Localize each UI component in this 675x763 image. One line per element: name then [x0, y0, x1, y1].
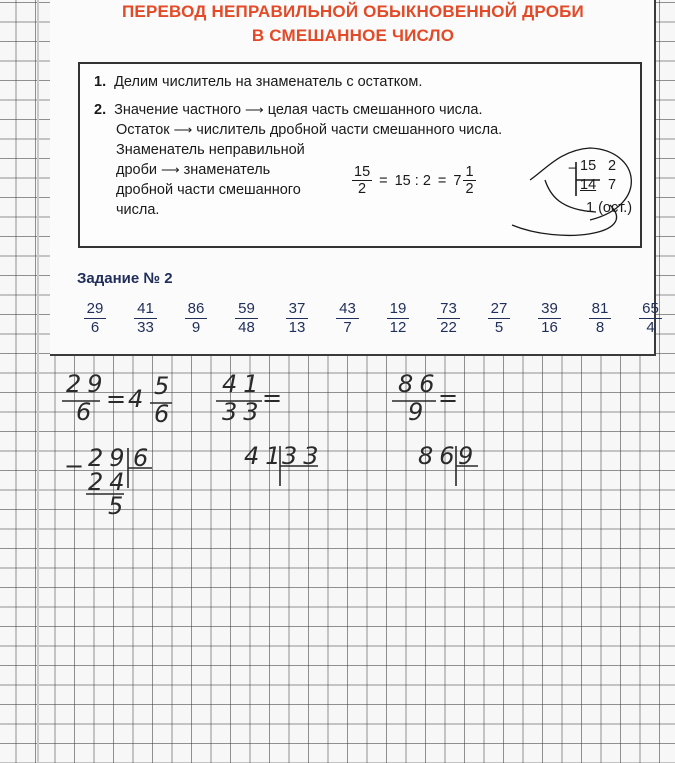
task-fraction-denominator: 8	[595, 319, 605, 336]
task-fraction-numerator: 27	[488, 300, 511, 319]
hw-b-denominator: 33	[222, 398, 265, 426]
arrow-icon: ⟶	[173, 122, 193, 137]
step-2-line6: числа.	[116, 202, 160, 218]
task-fraction-numerator: 81	[589, 300, 612, 319]
arrow-icon: ⟶	[245, 102, 264, 117]
step-2-line5: дробной части смешанного	[116, 182, 301, 198]
hw-div3-bracket	[456, 446, 478, 486]
denominator-arrow-icon	[512, 205, 617, 235]
hw-a-whole: 4	[128, 385, 150, 413]
task-fraction-denominator: 22	[440, 319, 457, 336]
step-2-line2: Остаток ⟶ числитель дробной части смешанного числа.	[116, 122, 503, 138]
arrow-icon: ⟶	[161, 162, 180, 177]
task-fraction-denominator: 4	[646, 319, 655, 336]
hw-div1-dividend: 29	[88, 444, 131, 472]
task-fraction-numerator: 41	[134, 300, 157, 319]
task-fraction-numerator: 73	[437, 300, 460, 319]
task-fraction-numerator: 65	[639, 300, 662, 319]
task-fraction-denominator: 16	[541, 319, 558, 336]
division-bracket	[576, 162, 600, 196]
task-fraction-denominator: 5	[494, 319, 504, 336]
hw-div1-bracket	[128, 448, 152, 488]
hw-a-frac-den: 6	[154, 400, 176, 428]
task-fraction-denominator: 6	[90, 319, 100, 336]
task-fraction-denominator: 9	[191, 319, 201, 336]
hw-div2-dividend: 41	[244, 442, 287, 470]
rule-title-line2: В СМЕШАННОЕ ЧИСЛО	[251, 26, 455, 45]
division-quotient: 7	[608, 177, 617, 193]
example-result-fraction: $\frac{1}{2}$	[465, 164, 474, 197]
hw-c-numerator: 86	[398, 370, 441, 398]
task-fraction-denominator: 48	[238, 319, 255, 336]
task-fraction-denominator: 12	[389, 319, 407, 336]
hw-a-frac-num: 5	[154, 372, 176, 400]
example-fraction: $\frac{15}{2}$	[354, 164, 371, 197]
hw-b-numerator: 41	[222, 370, 265, 398]
task-fraction-denominator: 13	[288, 319, 306, 336]
step-2-line4: дроби ⟶ знаменатель	[116, 162, 271, 178]
hw-a-equals: =	[106, 385, 133, 413]
hw-b-equals: =	[262, 384, 289, 412]
hw-div1-remainder: 5	[108, 492, 130, 520]
task-fraction-numerator: 29	[84, 300, 107, 319]
division-dividend: 15	[580, 158, 597, 174]
hw-div1-subtrahend: 24	[88, 468, 131, 496]
task-fraction-numerator: 43	[336, 300, 359, 319]
hw-div1-minus: −	[64, 452, 91, 480]
task-fraction-numerator: 86	[185, 300, 208, 319]
task-title: Задание № 2	[77, 270, 173, 287]
hw-div2-bracket	[280, 446, 318, 486]
division-subtrahend: 14	[580, 177, 597, 193]
hw-div3-dividend: 86	[418, 442, 461, 470]
hw-div3-divisor: 9	[458, 442, 480, 470]
remainder-arrow-icon	[545, 180, 596, 212]
hw-div1-divisor: 6	[133, 444, 155, 472]
example-equation: $\frac{15}{2}$ = 15 : 2 = 7 $\frac{1}{2}$	[354, 164, 474, 197]
task-fraction-denominator: 33	[137, 319, 154, 336]
rule-title-line1: ПЕРЕВОД НЕПРАВИЛЬНОЙ ОБЫКНОВЕННОЙ ДРОБИ	[122, 2, 584, 21]
division-minus: −	[568, 161, 577, 177]
division-remainder: 1 (ост.)	[586, 200, 633, 216]
step-1: 1. Делим числитель на знаменатель с остатком.	[94, 74, 423, 90]
task-fraction-numerator: 37	[286, 300, 309, 319]
step-2-line1: 2. Значение частного ⟶ целая часть смешанного числа.	[94, 102, 483, 118]
hw-a-numerator: 29	[66, 370, 109, 398]
hw-c-denominator: 9	[408, 398, 430, 426]
task-fraction-denominator: 7	[343, 319, 352, 336]
hw-c-equals: =	[438, 384, 465, 412]
step-2-line3: Знаменатель неправильной	[116, 142, 305, 158]
hw-a-denominator: 6	[76, 398, 98, 426]
task-fraction-numerator: 19	[387, 300, 410, 319]
quotient-arrow-icon	[530, 148, 631, 220]
division-divisor: 2	[608, 158, 617, 174]
task-fraction-numerator: 59	[235, 300, 258, 319]
task-fraction-numerator: 39	[538, 300, 561, 319]
hw-div2-divisor: 33	[282, 442, 325, 470]
